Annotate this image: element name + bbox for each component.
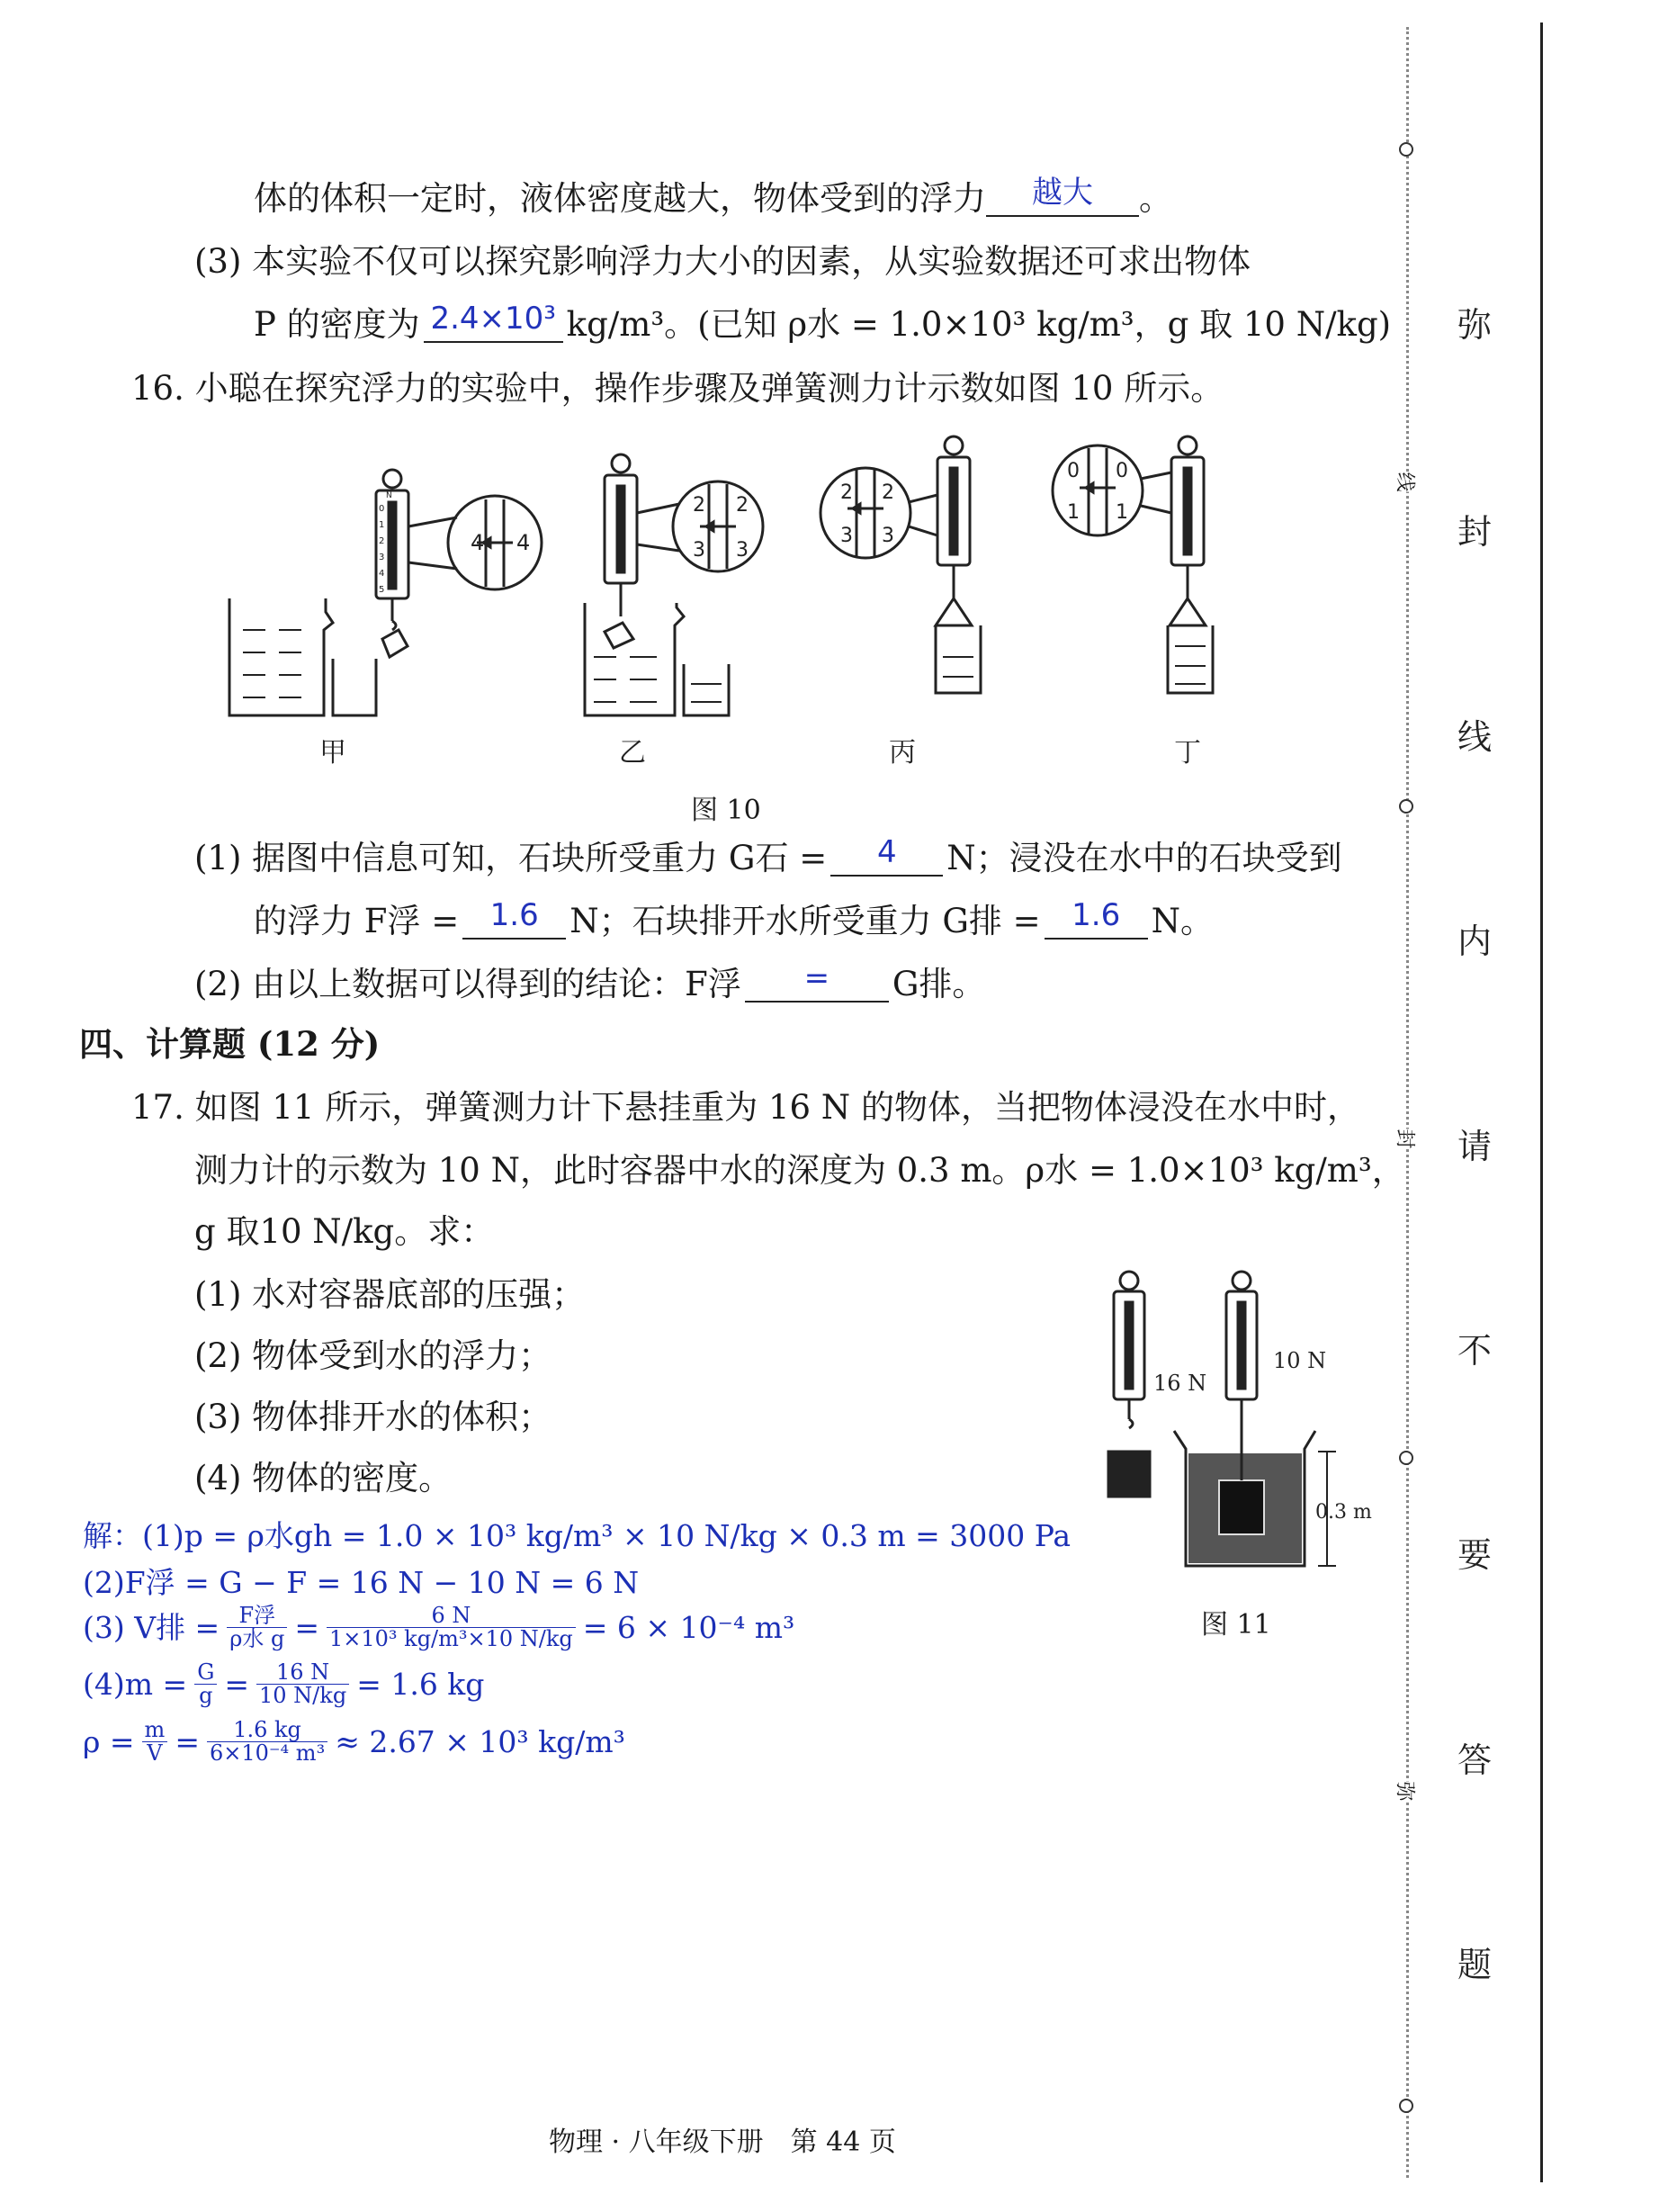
q17-sub1: (1) 水对容器底部的压强； (194, 1275, 586, 1314)
q17-sub2: (2) 物体受到水的浮力； (194, 1336, 552, 1375)
fig10-yi-zoom-right2: 3 (736, 539, 749, 562)
side-char-5: 请 (1457, 1127, 1493, 1166)
q17-line2: 测力计的示数为 10 N，此时容器中水的深度为 0.3 m。ρ水 = 1.0×10³ kg/m³， (194, 1151, 1405, 1190)
svg-text:4: 4 (379, 569, 385, 579)
solution-line-5: ρ = $\frac{m}{V}$ = $\frac{1.6 kg}{\text{6×10⁻⁴ m³}}$ ≈ 2.67 × 10³ kg/m³ (83, 1717, 625, 1767)
fig10-bing-apparatus (821, 436, 981, 693)
q15-answer-2: 2.4×10³ (430, 301, 556, 337)
solution-line-1: 解：(1)p = ρ水gh = 1.0 × 10³ kg/m³ × 10 N/kg × 0.3 m = 3000 Pa (83, 1518, 1072, 1553)
fig11-caption: 图 11 (1201, 1609, 1271, 1641)
q15-part3: (3) 本实验不仅可以探究影响浮力大小的因素，从实验数据还可求出物体 (194, 242, 1251, 281)
frac-m-over-v: $\frac{m}{V}$ (142, 1719, 168, 1765)
frac-g-over-g: $\frac{G}{g}$ (194, 1661, 217, 1707)
q16-answer-3: 1.6 (1072, 897, 1121, 933)
svg-text:2: 2 (379, 536, 385, 546)
margin-mark-xian: 线 (1393, 472, 1421, 491)
fig10-jia-spring-meter (376, 470, 542, 657)
side-char-4: 内 (1457, 922, 1493, 961)
fig10-ding-zoom-right2: 1 (1116, 501, 1128, 524)
q15-blank-2[interactable] (424, 301, 563, 343)
fig10-label-ding: 丁 (1174, 737, 1201, 769)
side-char-8: 答 (1457, 1740, 1493, 1780)
solution-line-2: (2)F浮 = G − F = 16 N − 10 N = 6 N (83, 1565, 640, 1600)
q16-answer-1: 4 (876, 834, 897, 870)
solution-line-3: (3) V排 = $\frac{\text{F浮}}{\text{ρ水 g}}$ = $\frac{6 N}{\text{1×10³ kg/m³×10 N/kg}}$ = 6 × 10⁻⁴ m³ (83, 1603, 795, 1652)
fig10-bing-zoom-left2: 3 (840, 525, 853, 547)
margin-mark-feng: 封 (1393, 1128, 1421, 1148)
q17-line1: 17. 如图 11 所示，弹簧测力计下悬挂重为 16 N 的物体，当把物体浸没在水中时， (131, 1088, 1360, 1127)
q16-blank-1[interactable] (830, 834, 943, 877)
figure-10 (216, 423, 1296, 774)
frac-16n-over-10: $\frac{16 N}{10 N/kg}$ (256, 1661, 349, 1707)
binding-hole-2 (1399, 799, 1413, 814)
svg-text:3: 3 (379, 553, 385, 562)
q15-line1: 体的体积一定时，液体密度越大，物体受到的浮力 越大 。 (254, 175, 1172, 218)
fig10-jia-overflow-beaker (229, 598, 376, 715)
fig10-scale-unit: N (386, 491, 392, 500)
fig10-caption: 图 10 (691, 795, 761, 826)
solution-line-4: (4)m = $\frac{G}{g}$ = $\frac{16 N}{10 N/kg}$ = 1.6 kg (83, 1659, 485, 1709)
binding-hole-3 (1399, 1451, 1413, 1465)
fig10-ding-zoom-right: 0 (1116, 460, 1128, 482)
margin-mark-mi: 弥 (1393, 1781, 1421, 1801)
svg-text:0: 0 (379, 504, 385, 514)
figure-11 (1089, 1264, 1385, 1597)
q15-part3-line2: P 的密度为 2.4×10³ kg/m³。(已知 ρ水 = 1.0×10³ kg/m³，g 取 10 N/kg) (254, 301, 1392, 344)
q17-sub4: (4) 物体的密度。 (194, 1459, 453, 1497)
binding-hole-1 (1399, 142, 1413, 157)
side-char-6: 不 (1457, 1331, 1493, 1371)
side-char-7: 要 (1457, 1535, 1493, 1575)
fig10-bing-zoom-left: 2 (840, 481, 853, 504)
q16-part2: (2) 由以上数据可以得到的结论：F浮 = G排。 (194, 960, 986, 1003)
fig10-bing-zoom-right2: 3 (882, 525, 894, 547)
fig11-label-10n: 10 N (1273, 1348, 1327, 1373)
binding-dotted-line (1406, 27, 1409, 2178)
fig11-left-meter (1108, 1272, 1150, 1497)
q16-answer-4: = (803, 960, 830, 996)
fig10-bing-zoom-right: 2 (882, 481, 894, 504)
page-footer: 物理 · 八年级下册 第 44 页 (549, 2127, 896, 2158)
q16-answer-2: 1.6 (489, 897, 539, 933)
q16-stem: 16. 小聪在探究浮力的实验中，操作步骤及弹簧测力计示数如图 10 所示。 (131, 369, 1224, 408)
section-4-title: 四、计算题 (12 分) (79, 1024, 381, 1064)
fig10-yi-zoom-left: 2 (693, 494, 705, 517)
q16-part1-line2: 的浮力 F浮 = 1.6 N；石块排开水所受重力 G排 = 1.6 N。 (254, 897, 1215, 940)
q17-sub3: (3) 物体排开水的体积； (194, 1398, 552, 1436)
fig10-scale-ticks (379, 504, 384, 595)
binding-hole-4 (1399, 2099, 1413, 2113)
frac-6n-over-rho-g: $\frac{6 N}{\text{1×10³ kg/m³×10 N/kg}}$ (327, 1605, 576, 1650)
side-char-9: 题 (1457, 1945, 1493, 1984)
fig10-label-yi: 乙 (619, 737, 646, 769)
side-char-3: 线 (1457, 717, 1493, 757)
fig11-label-16n: 16 N (1153, 1371, 1207, 1396)
binding-solid-line (1540, 22, 1543, 2182)
q16-part1-line1: (1) 据图中信息可知，石块所受重力 G石 = 4 N；浸没在水中的石块受到 (194, 834, 1342, 877)
fig10-ding-zoom-left2: 1 (1067, 501, 1080, 524)
fig10-jia-zoom-right: 4 (516, 530, 531, 555)
fig10-label-bing: 丙 (889, 737, 916, 769)
side-char-2: 封 (1457, 512, 1493, 552)
fig10-label-jia: 甲 (319, 737, 346, 769)
q16-blank-4[interactable] (745, 960, 889, 1003)
q17-line3: g 取10 N/kg。求： (194, 1212, 495, 1251)
fig10-yi-zoom-left2: 3 (693, 539, 705, 562)
q16-blank-3[interactable] (1045, 897, 1148, 940)
fig10-yi-zoom-right: 2 (736, 494, 749, 517)
q16-blank-2[interactable] (462, 897, 566, 940)
svg-text:5: 5 (379, 585, 385, 595)
fig11-right-meter (1226, 1272, 1257, 1453)
frac-mass-over-volume: $\frac{1.6 kg}{\text{6×10⁻⁴ m³}}$ (207, 1719, 327, 1765)
fig11-container (1174, 1431, 1336, 1566)
q15-answer-1: 越大 (1032, 175, 1093, 211)
fig10-jia-zoom-left: 4 (471, 530, 485, 555)
frac-f-over-rho-g: $\frac{\text{F浮}}{\text{ρ水 g}}$ (227, 1605, 287, 1650)
fig10-ding-zoom-left: 0 (1067, 460, 1080, 482)
svg-text:1: 1 (379, 520, 385, 530)
q15-blank-1[interactable] (986, 175, 1139, 217)
side-char-1: 弥 (1457, 305, 1493, 345)
fig11-depth-label: 0.3 m (1315, 1501, 1372, 1524)
